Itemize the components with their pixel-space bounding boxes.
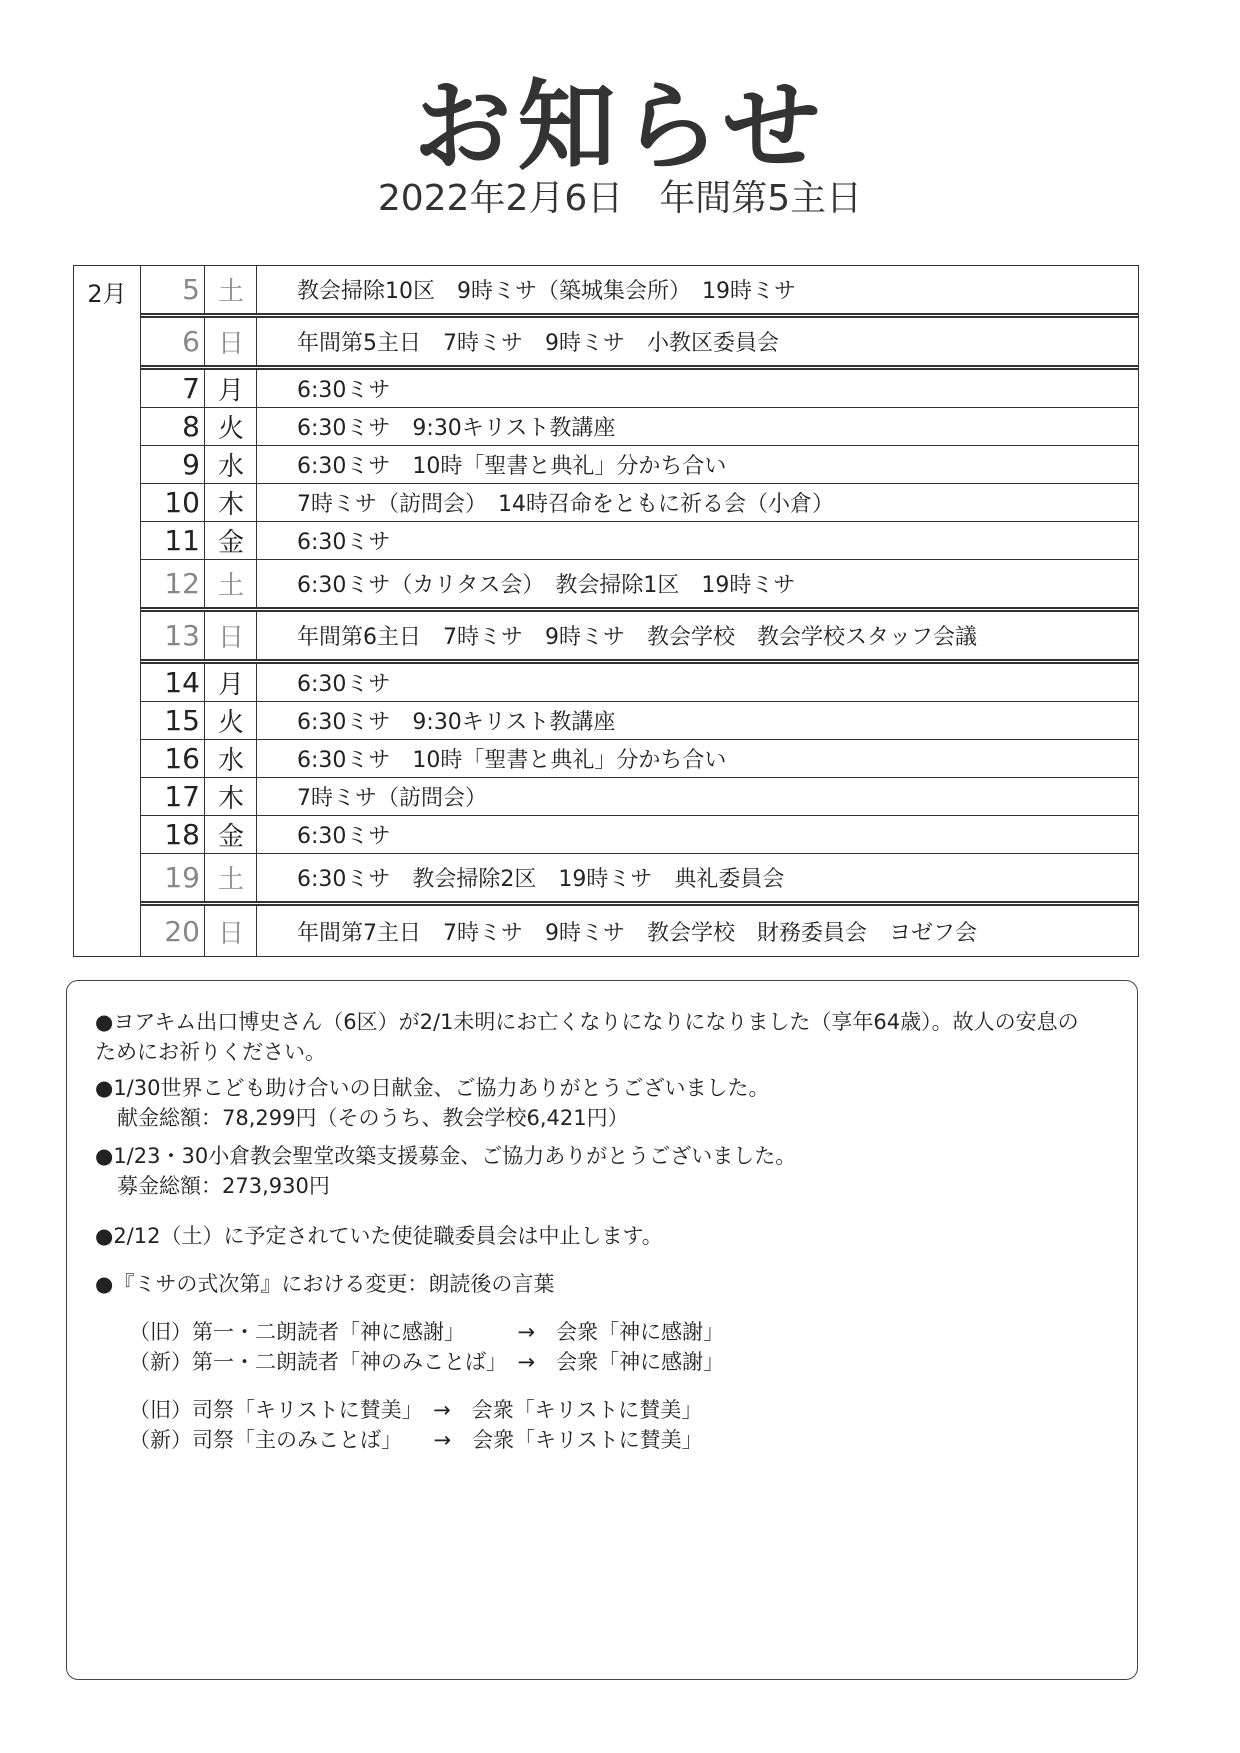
day-number: 12 xyxy=(164,567,200,600)
calendar-row xyxy=(140,612,1138,664)
day-of-week: 日 xyxy=(204,612,257,659)
day-of-week: 火 xyxy=(204,408,257,445)
day-events: 6:30ミサ xyxy=(256,816,1138,853)
change-line: （旧）司祭「キリストに賛美」 → 会衆「キリストに賛美」 xyxy=(129,1398,703,1422)
day-of-week: 土 xyxy=(204,560,257,607)
day-events: 年間第5主日 7時ミサ 9時ミサ 小教区委員会 xyxy=(256,318,1138,365)
calendar-row xyxy=(140,408,1138,446)
day-number: 7 xyxy=(182,372,200,405)
calendar-row xyxy=(140,560,1138,612)
calendar-row xyxy=(140,854,1138,906)
day-number: 11 xyxy=(164,524,200,557)
day-events: 7時ミサ（訪問会） 14時召命をともに祈る会（小倉） xyxy=(256,484,1138,521)
page-subtitle: 2022年2月6日 年間第5主日 xyxy=(377,178,863,219)
day-events: 7時ミサ（訪問会） xyxy=(256,778,1138,815)
calendar-row xyxy=(140,484,1138,522)
day-of-week: 水 xyxy=(204,446,257,483)
calendar-row xyxy=(140,318,1138,370)
day-number: 13 xyxy=(164,619,200,652)
day-events: 6:30ミサ xyxy=(256,370,1138,407)
day-of-week: 土 xyxy=(204,854,257,901)
calendar-row xyxy=(140,702,1138,740)
notice-text: 募金総額：273,930円 xyxy=(117,1174,330,1198)
day-events: 6:30ミサ xyxy=(256,664,1138,701)
day-events: 6:30ミサ 9:30キリスト教講座 xyxy=(256,408,1138,445)
day-of-week: 木 xyxy=(204,778,257,815)
day-number: 14 xyxy=(164,666,200,699)
day-of-week: 水 xyxy=(204,740,257,777)
calendar-row xyxy=(140,664,1138,702)
calendar-row xyxy=(140,446,1138,484)
page-title: お知らせ xyxy=(413,70,827,184)
day-number: 19 xyxy=(164,861,200,894)
notices-box xyxy=(66,980,1138,1680)
change-line: （新）第一・二朗読者「神のみことば」 → 会衆「神に感謝」 xyxy=(129,1350,725,1374)
month-label: 2月 xyxy=(87,280,127,308)
day-of-week: 日 xyxy=(204,906,257,956)
day-events: 6:30ミサ 10時「聖書と典礼」分かち合い xyxy=(256,740,1138,777)
calendar-row xyxy=(140,266,1138,318)
notice-text: ●1/23・30小倉教会聖堂改築支援募金、ご協力ありがとうございました。 xyxy=(95,1144,797,1168)
calendar-row xyxy=(140,370,1138,408)
day-of-week: 日 xyxy=(204,318,257,365)
day-number: 6 xyxy=(182,325,200,358)
day-number: 5 xyxy=(182,273,200,306)
calendar-row xyxy=(140,778,1138,816)
change-line: （旧）第一・二朗読者「神に感謝」 → 会衆「神に感謝」 xyxy=(129,1320,725,1344)
calendar-row xyxy=(140,522,1138,560)
notice-text: ●『ミサの式次第』における変更：朗読後の言葉 xyxy=(95,1272,555,1296)
day-events: 年間第7主日 7時ミサ 9時ミサ 教会学校 財務委員会 ヨゼフ会 xyxy=(256,906,1138,956)
day-of-week: 月 xyxy=(204,370,257,407)
day-number: 16 xyxy=(164,742,200,775)
day-events: 6:30ミサ xyxy=(256,522,1138,559)
calendar-row xyxy=(140,740,1138,778)
day-of-week: 火 xyxy=(204,702,257,739)
day-events: 6:30ミサ 教会掃除2区 19時ミサ 典礼委員会 xyxy=(256,854,1138,901)
day-number: 15 xyxy=(164,704,200,737)
change-line: （新）司祭「主のみことば」 → 会衆「キリストに賛美」 xyxy=(129,1428,703,1452)
day-events: 6:30ミサ 10時「聖書と典礼」分かち合い xyxy=(256,446,1138,483)
day-events: 年間第6主日 7時ミサ 9時ミサ 教会学校 教会学校スタッフ会議 xyxy=(256,612,1138,659)
day-number: 10 xyxy=(164,486,200,519)
calendar-table xyxy=(73,265,1139,957)
notice-text: ●2/12（土）に予定されていた使徒職委員会は中止します。 xyxy=(95,1224,663,1248)
day-number: 8 xyxy=(182,410,200,443)
day-number: 18 xyxy=(164,818,200,851)
day-of-week: 月 xyxy=(204,664,257,701)
notice-text: ●ヨアキム出口博史さん（6区）が2/1未明にお亡くなりになりになりました（享年64歳）。故人の安息の xyxy=(95,1010,1079,1034)
day-of-week: 土 xyxy=(204,266,257,313)
day-number: 20 xyxy=(164,914,200,948)
day-number: 17 xyxy=(164,780,200,813)
day-of-week: 金 xyxy=(204,522,257,559)
calendar-row xyxy=(140,816,1138,854)
notice-text: ためにお祈りください。 xyxy=(95,1040,326,1064)
day-events: 教会掃除10区 9時ミサ（築城集会所） 19時ミサ xyxy=(256,266,1138,313)
day-events: 6:30ミサ 9:30キリスト教講座 xyxy=(256,702,1138,739)
day-number: 9 xyxy=(182,448,200,481)
calendar-row xyxy=(140,906,1138,956)
day-of-week: 金 xyxy=(204,816,257,853)
day-events: 6:30ミサ（カリタス会） 教会掃除1区 19時ミサ xyxy=(256,560,1138,607)
notice-text: ●1/30世界こども助け合いの日献金、ご協力ありがとうございました。 xyxy=(95,1076,770,1100)
notice-text: 献金総額：78,299円（そのうち、教会学校6,421円） xyxy=(117,1106,629,1130)
day-of-week: 木 xyxy=(204,484,257,521)
